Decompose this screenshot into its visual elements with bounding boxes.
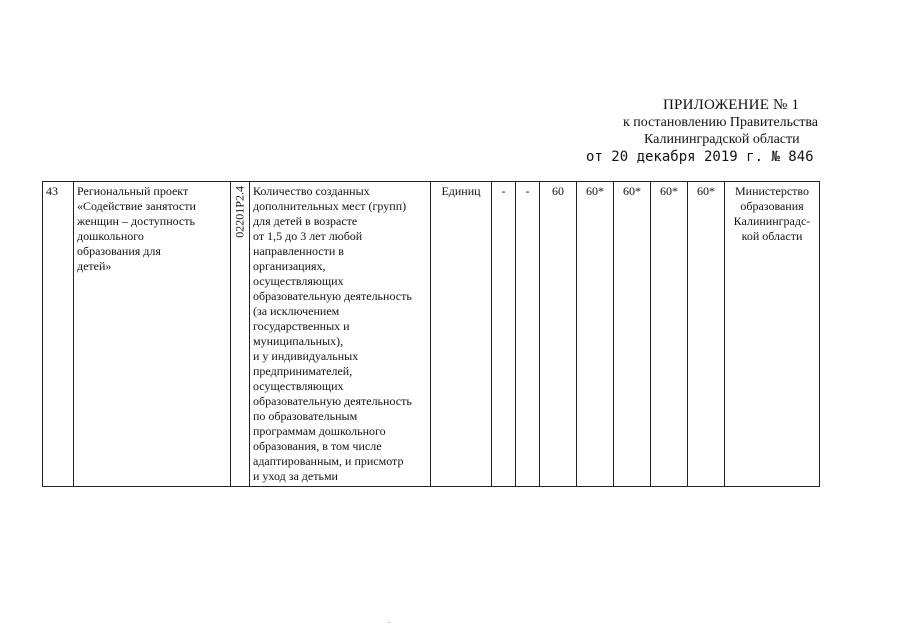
responsible-line: кой области [741, 229, 803, 243]
row-number: 43 [43, 182, 74, 487]
value-cell: - [516, 182, 540, 487]
indicator-line: осуществляющих [253, 379, 344, 393]
project-line: образования для [77, 244, 161, 258]
indicator-line: образовательную деятельность [253, 394, 412, 408]
responsible-authority [725, 182, 820, 487]
project-line: «Содействие занятости [77, 199, 196, 213]
project-line: детей» [77, 259, 112, 273]
indicator-line: предпринимателей, [253, 364, 353, 378]
indicator-line: от 1,5 до 3 лет любой [253, 229, 363, 243]
project-name [74, 182, 231, 487]
indicator-line: для детей в возрасте [253, 214, 358, 228]
indicators-table [42, 181, 820, 487]
appendix-region: Калининградской области [644, 132, 800, 147]
indicator-line: организациях, [253, 259, 326, 273]
value-cell: 60* [577, 182, 614, 487]
indicator-line: образования, в том числе [253, 439, 382, 453]
indicator-line: дополнительных мест (групп) [253, 199, 407, 213]
table-row [43, 182, 820, 487]
value-cell: - [492, 182, 516, 487]
value-cell: 60 [540, 182, 577, 487]
responsible-line: Калининградс- [733, 214, 811, 228]
responsible-line: образования [740, 199, 804, 213]
project-line: дошкольного [77, 229, 144, 243]
indicator-line: муниципальных), [253, 334, 344, 348]
indicator-line: осуществляющих [253, 274, 344, 288]
scan-speck [388, 622, 390, 623]
appendix-date-number: от 20 декабря 2019 г. № 846 [586, 149, 814, 165]
indicator-line: направленности в [253, 244, 344, 258]
indicator-line: по образовательным [253, 409, 358, 423]
project-line: Региональный проект [77, 184, 189, 198]
responsible-line: Министерство [735, 184, 809, 198]
appendix-subtitle: к постановлению Правительства [623, 115, 819, 130]
value-cell: 60* [614, 182, 651, 487]
indicator-line: и у индивидуальных [253, 349, 359, 363]
appendix-title: ПРИЛОЖЕНИЕ № 1 [663, 97, 800, 113]
value-cell: 60* [688, 182, 725, 487]
indicator-line: государственных и [253, 319, 350, 333]
unit-cell: Единиц [431, 182, 492, 487]
indicator-line: образовательную деятельность [253, 289, 412, 303]
value-cell: 60* [651, 182, 688, 487]
project-code: 02201P2.4 [232, 186, 247, 238]
indicator-line: (за исключением [253, 304, 340, 318]
indicator-line: Количество созданных [253, 184, 370, 198]
indicator-line: адаптированным, и присмотр [253, 454, 404, 468]
project-code-cell [231, 182, 250, 487]
indicator-line: и уход за детьми [253, 469, 338, 483]
project-line: женщин – доступность [77, 214, 195, 228]
indicator-description [250, 182, 431, 487]
indicator-line: программам дошкольного [253, 424, 386, 438]
